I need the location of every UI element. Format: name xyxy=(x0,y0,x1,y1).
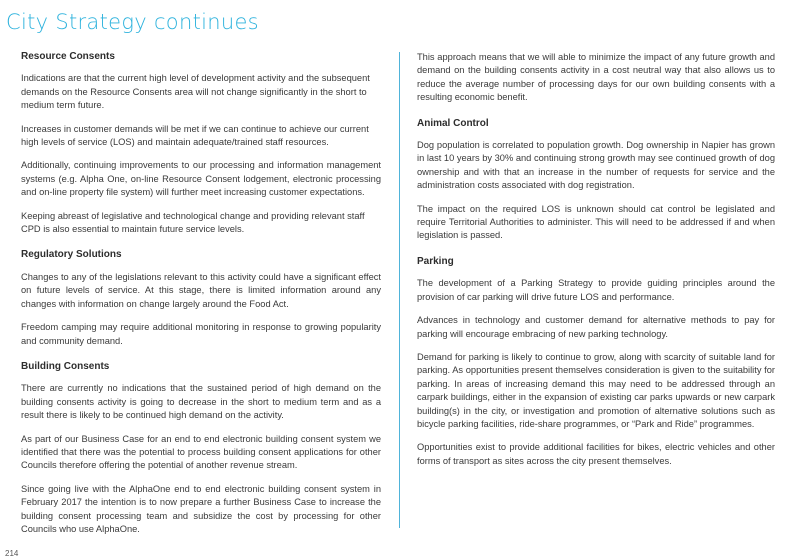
page-number: 214 xyxy=(5,549,19,558)
heading-resource-consents: Resource Consents xyxy=(21,51,115,62)
heading-regulatory-solutions: Regulatory Solutions xyxy=(21,249,122,261)
paragraph: Advances in technology and customer demand for alternative methods to pay for parking will encourage embracing of new parking technology. xyxy=(417,315,775,339)
paragraph: Increases in customer demands will be met if we can continue to achieve our current high levels of service (LOS) and maintain adequate/trained staff resources. xyxy=(21,123,369,148)
paragraph: Dog population is correlated to population growth. Dog ownership in Napier has grown in last 10 years by 30% and continuing strong growth may see continued growth of dog ownership and with that an increase in the number of requests for service and the administration costs associated with dog registration. xyxy=(417,140,775,191)
paragraph: Since going live with the AlphaOne end to end electronic building consent system in February 2017 the intention is to now prepare a further Business Case to increase the building consent processing team and subsidize the cost by processing for other Councils who use AlphaOne. xyxy=(21,483,381,534)
heading-parking: Parking xyxy=(417,255,454,267)
paragraph: Indications are that the current high level of development activity and the subsequent demands on the Resource Consents area will not change significantly in the short to medium term future. xyxy=(21,73,370,111)
heading-animal-control: Animal Control xyxy=(417,117,489,129)
paragraph: There are currently no indications that the sustained period of high demand on the building consents activity is going to decrease in the short to medium term and as a result there is likely to be continued high demand on the activity. xyxy=(21,383,381,421)
paragraph: The development of a Parking Strategy to provide guiding principles around the provision of car parking will drive future LOS and performance. xyxy=(417,278,775,302)
paragraph: Keeping abreast of legislative and technological change and providing relevant staff CPD is also essential to maintain future service levels. xyxy=(21,210,365,235)
paragraph: Additionally, continuing improvements to our processing and information management systems (e.g. Alpha One, on-line Resource Consent lodgement, electronic processing and on-line property file system) will further meet increasing customer expectations. xyxy=(21,160,381,198)
right-column xyxy=(417,51,775,478)
paragraph: This approach means that we will able to minimize the impact of any future growth and demand on the building consents activity in a cost neutral way that also allows us to reduce the average number of processing days for our own building consents with a resulting economic benefit. xyxy=(417,52,775,103)
page-title: City Strategy continues xyxy=(6,10,259,34)
paragraph: Changes to any of the legislations relevant to this activity could have a significant effect on future levels of service. At this stage, there is limited information around any changes with information on change largely around the Food Act. xyxy=(21,271,381,309)
paragraph: Opportunities exist to provide additional facilities for bikes, electric vehicles and other forms of transport as sites across the city present themselves. xyxy=(417,442,775,466)
paragraph: As part of our Business Case for an end to end electronic building consent system we identified that there was the potential to process building consent applications for other Councils therefore offering the potential of another revenue stream. xyxy=(21,433,381,471)
left-column xyxy=(21,50,381,546)
paragraph: The impact on the required LOS is unknown should cat control be legislated and require Territorial Authorities to administer. This will need to be addressed if and when legislation is passed. xyxy=(417,203,775,241)
heading-building-consents: Building Consents xyxy=(21,360,110,372)
paragraph: Demand for parking is likely to continue to grow, along with scarcity of suitable land for parking. As opportunities present themselves consideration is given to the suitability for parking. In areas of increasing demand this may need to be addressed through an carpark buildings, either in the expansion of existing car parks upwards or new carpark building(s) in the city, or investigation and promotion of alternative solutions such as bicycle parking facilities, ride-share programmes, or “Park and Ride” programmes. xyxy=(417,351,775,429)
paragraph: Freedom camping may require additional monitoring in response to growing popularity and community demand. xyxy=(21,322,381,346)
column-divider xyxy=(399,52,400,528)
